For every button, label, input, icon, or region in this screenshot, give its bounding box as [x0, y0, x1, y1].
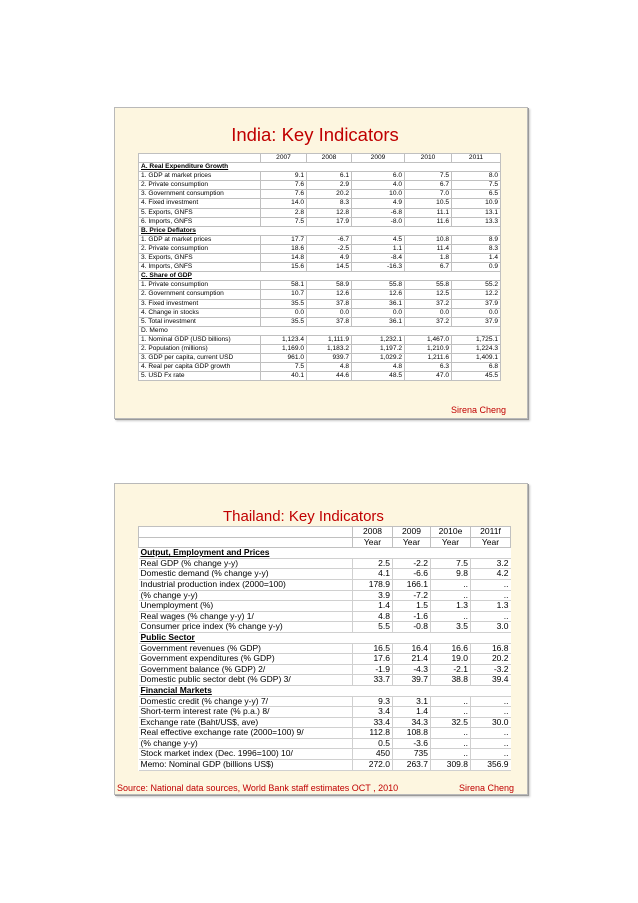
row-value: 55.8 [405, 281, 452, 290]
row-value: 47.0 [405, 372, 452, 381]
row-label: Industrial production index (2000=100) [139, 579, 353, 590]
row-value: 1.3 [471, 601, 511, 612]
row-label: 1. Nominal GDP (USD billions) [139, 335, 261, 344]
table-row [139, 622, 511, 633]
row-value: 6.3 [405, 363, 452, 372]
row-value: 1.4 [393, 707, 431, 718]
row-value: -1.9 [353, 664, 393, 675]
column-header-year: 2009 [352, 154, 405, 163]
row-value: 178.9 [353, 579, 393, 590]
row-value: 48.5 [352, 372, 405, 381]
row-value: 14.5 [307, 263, 352, 272]
row-value: 7.6 [261, 190, 307, 199]
table-row [139, 707, 511, 718]
section-title: Public Sector [139, 632, 511, 643]
row-value: 40.1 [261, 372, 307, 381]
header-blank-cell [139, 154, 261, 163]
thailand-indicators-table [138, 526, 511, 771]
section-header-row [139, 272, 501, 281]
row-value: 4.5 [352, 235, 405, 244]
row-value: 6.0 [352, 172, 405, 181]
row-value: 6.8 [452, 363, 501, 372]
row-value: 1,467.0 [405, 335, 452, 344]
row-value: 17.9 [307, 217, 352, 226]
row-value: 6.7 [405, 181, 452, 190]
row-value: -7.2 [393, 590, 431, 601]
table-header-row [139, 527, 511, 538]
row-value: 11.1 [405, 208, 452, 217]
row-value: 961.0 [261, 354, 307, 363]
section-title: B. Price Deflators [139, 226, 501, 235]
row-value: 45.5 [452, 372, 501, 381]
table-row [139, 675, 511, 686]
row-label: 2. Private consumption [139, 244, 261, 253]
table-row [139, 372, 501, 381]
row-value: 13.3 [452, 217, 501, 226]
column-subheader: Year [431, 537, 471, 548]
row-value: 1,232.1 [352, 335, 405, 344]
row-value: 37.8 [307, 317, 352, 326]
row-value: 1.3 [431, 601, 471, 612]
row-value: 10.9 [452, 199, 501, 208]
column-header-year: 2007 [261, 154, 307, 163]
row-value: -8.0 [352, 217, 405, 226]
row-value: 33.4 [353, 717, 393, 728]
row-value: 0.0 [452, 308, 501, 317]
row-value: 1,111.9 [307, 335, 352, 344]
table-subheader-row [139, 537, 511, 548]
india-author-credit: Sirena Cheng [451, 405, 507, 415]
row-value: 16.8 [471, 643, 511, 654]
row-value: 39.7 [393, 675, 431, 686]
row-value: 37.2 [405, 317, 452, 326]
row-value: 272.0 [353, 760, 393, 771]
column-header-year: 2011 [452, 154, 501, 163]
column-header-year: 2008 [353, 527, 393, 538]
row-value: -3.2 [471, 664, 511, 675]
section-header-row [139, 226, 501, 235]
row-value: 8.3 [307, 199, 352, 208]
row-label: Exchange rate (Baht/US$, ave) [139, 717, 353, 728]
india-slide-title: India: Key Indicators [231, 124, 399, 145]
table-row [139, 235, 501, 244]
row-value: 58.1 [261, 281, 307, 290]
table-row [139, 172, 501, 181]
table-row [139, 363, 501, 372]
table-row [139, 654, 511, 665]
row-label: 1. GDP at market prices [139, 172, 261, 181]
row-label: 5. Total investment [139, 317, 261, 326]
row-value: 356.9 [471, 760, 511, 771]
row-value: 112.8 [353, 728, 393, 739]
row-value: 4.0 [352, 181, 405, 190]
row-label: Domestic public sector debt (% GDP) 3/ [139, 675, 353, 686]
row-value: .. [431, 707, 471, 718]
row-value: 2.9 [307, 181, 352, 190]
row-value: 1,210.9 [405, 344, 452, 353]
row-value: 11.6 [405, 217, 452, 226]
row-value: .. [431, 611, 471, 622]
row-value: 1,725.1 [452, 335, 501, 344]
row-value: 10.5 [405, 199, 452, 208]
row-value: 4.2 [471, 569, 511, 580]
row-value: 7.5 [261, 363, 307, 372]
row-value: 35.5 [261, 299, 307, 308]
row-value: 8.3 [452, 244, 501, 253]
row-value: 16.4 [393, 643, 431, 654]
row-value: 1,169.0 [261, 344, 307, 353]
column-header-year: 2008 [307, 154, 352, 163]
row-label: 1. GDP at market prices [139, 235, 261, 244]
row-value: 0.0 [352, 308, 405, 317]
row-value: .. [471, 696, 511, 707]
row-value: 0.0 [261, 308, 307, 317]
row-value: -2.1 [431, 664, 471, 675]
table-row [139, 728, 511, 739]
row-value: 263.7 [393, 760, 431, 771]
row-value: .. [471, 611, 511, 622]
thailand-slide-title: Thailand: Key Indicators [223, 508, 384, 525]
thailand-source-note: Source: National data sources, World Bank staff estimates OCT , 2010 [117, 783, 399, 793]
row-value: -1.6 [393, 611, 431, 622]
row-value: 7.5 [405, 172, 452, 181]
thailand-slide [114, 483, 528, 795]
row-value: .. [471, 579, 511, 590]
row-value: 10.0 [352, 190, 405, 199]
row-value: 4.8 [307, 363, 352, 372]
row-label: Short-term interest rate (% p.a.) 8/ [139, 707, 353, 718]
row-value: 7.0 [405, 190, 452, 199]
section-header-row [139, 632, 511, 643]
row-value: 3.0 [471, 622, 511, 633]
row-value: 7.5 [261, 217, 307, 226]
row-label: Government balance (% GDP) 2/ [139, 664, 353, 675]
row-value: 4.9 [352, 199, 405, 208]
section-header-row [139, 548, 511, 559]
row-value: .. [431, 749, 471, 760]
row-value: 14.0 [261, 199, 307, 208]
row-value: 6.5 [452, 190, 501, 199]
row-label: 5. USD Fx rate [139, 372, 261, 381]
row-value: 4.8 [353, 611, 393, 622]
table-row [139, 558, 511, 569]
column-header-year: 2010e [431, 527, 471, 538]
table-row [139, 749, 511, 760]
row-value: -2.5 [307, 244, 352, 253]
row-label: Consumer price index (% change y-y) [139, 622, 353, 633]
row-value: 6.1 [307, 172, 352, 181]
section-title: Output, Employment and Prices [139, 548, 511, 559]
row-value: 2.5 [353, 558, 393, 569]
row-value: 3.4 [353, 707, 393, 718]
row-value: 3.2 [471, 558, 511, 569]
row-label: Real effective exchange rate (2000=100) 9/ [139, 728, 353, 739]
row-value: .. [431, 728, 471, 739]
column-header-year: 2009 [393, 527, 431, 538]
row-value: 14.8 [261, 254, 307, 263]
section-header-row [139, 685, 511, 696]
table-row [139, 344, 501, 353]
row-value: 21.4 [393, 654, 431, 665]
table-row [139, 760, 511, 771]
header-blank-cell [139, 537, 353, 548]
row-value: 0.9 [452, 263, 501, 272]
row-value: 36.1 [352, 299, 405, 308]
row-value: -16.3 [352, 263, 405, 272]
row-label: 2. Population (millions) [139, 344, 261, 353]
row-label: Real GDP (% change y-y) [139, 558, 353, 569]
row-value: -3.6 [393, 738, 431, 749]
row-value: -4.3 [393, 664, 431, 675]
column-header-year: 2010 [405, 154, 452, 163]
row-value: 1,211.6 [405, 354, 452, 363]
table-row [139, 263, 501, 272]
row-value: 450 [353, 749, 393, 760]
row-label: 3. Exports, GNFS [139, 254, 261, 263]
table-header-row [139, 154, 501, 163]
row-value: 2.8 [261, 208, 307, 217]
table-row [139, 590, 511, 601]
row-value: 8.0 [452, 172, 501, 181]
row-value: 12.2 [452, 290, 501, 299]
row-label: 4. Fixed investment [139, 199, 261, 208]
row-value: .. [431, 579, 471, 590]
row-value: 58.9 [307, 281, 352, 290]
table-row [139, 643, 511, 654]
table-row [139, 244, 501, 253]
row-value: 6.7 [405, 263, 452, 272]
row-value: 33.7 [353, 675, 393, 686]
row-value: -8.4 [352, 254, 405, 263]
row-value: 1.8 [405, 254, 452, 263]
row-value: 37.2 [405, 299, 452, 308]
row-value: .. [431, 590, 471, 601]
row-value: 7.5 [431, 558, 471, 569]
row-label: 2. Government consumption [139, 290, 261, 299]
row-value: .. [471, 707, 511, 718]
row-value: 16.5 [353, 643, 393, 654]
row-label: 6. Imports, GNFS [139, 217, 261, 226]
row-value: .. [471, 728, 511, 739]
row-value: 7.6 [261, 181, 307, 190]
table-row [139, 696, 511, 707]
row-value: 309.8 [431, 760, 471, 771]
row-label: Domestic credit (% change y-y) 7/ [139, 696, 353, 707]
row-value: 13.1 [452, 208, 501, 217]
table-row [139, 308, 501, 317]
row-value: -6.8 [352, 208, 405, 217]
row-value: 12.8 [307, 208, 352, 217]
table-row [139, 354, 501, 363]
india-slide [114, 107, 528, 419]
row-value: 5.5 [353, 622, 393, 633]
section-title: C. Share of GDP [139, 272, 501, 281]
row-value: 34.3 [393, 717, 431, 728]
row-value: 10.7 [261, 290, 307, 299]
row-label: Real wages (% change y-y) 1/ [139, 611, 353, 622]
row-value: .. [471, 738, 511, 749]
row-value: 9.8 [431, 569, 471, 580]
table-row [139, 217, 501, 226]
row-value: 166.1 [393, 579, 431, 590]
row-value: 32.5 [431, 717, 471, 728]
row-value: 37.8 [307, 299, 352, 308]
table-row [139, 335, 501, 344]
header-blank-cell [139, 527, 353, 538]
row-value: .. [431, 738, 471, 749]
table-row [139, 208, 501, 217]
row-value: 55.2 [452, 281, 501, 290]
table-row [139, 601, 511, 612]
row-value: 17.7 [261, 235, 307, 244]
row-label: Unemployment (%) [139, 601, 353, 612]
row-value: 20.2 [307, 190, 352, 199]
row-value: 12.5 [405, 290, 452, 299]
row-value: .. [471, 590, 511, 601]
row-value: 735 [393, 749, 431, 760]
row-label: 4. Real per capita GDP growth [139, 363, 261, 372]
row-value: 1,123.4 [261, 335, 307, 344]
table-row [139, 317, 501, 326]
column-subheader: Year [393, 537, 431, 548]
row-label: 1. Private consumption [139, 281, 261, 290]
row-value: 1.1 [352, 244, 405, 253]
row-value: 4.9 [307, 254, 352, 263]
row-value: 15.6 [261, 263, 307, 272]
table-row [139, 190, 501, 199]
row-value: 939.7 [307, 354, 352, 363]
row-value: 4.8 [352, 363, 405, 372]
row-value: 3.5 [431, 622, 471, 633]
row-value: 44.6 [307, 372, 352, 381]
row-value: 55.8 [352, 281, 405, 290]
row-label: 4. Imports, GNFS [139, 263, 261, 272]
row-value: 8.9 [452, 235, 501, 244]
row-value: 11.4 [405, 244, 452, 253]
row-value: -6.6 [393, 569, 431, 580]
row-value: 0.0 [405, 308, 452, 317]
group-label-row [139, 326, 501, 335]
row-label: 3. Government consumption [139, 190, 261, 199]
row-value: 1,409.1 [452, 354, 501, 363]
table-row [139, 569, 511, 580]
table-row [139, 738, 511, 749]
row-label: (% change y-y) [139, 738, 353, 749]
section-title: Financial Markets [139, 685, 511, 696]
row-value: 9.3 [353, 696, 393, 707]
row-value: 1.4 [452, 254, 501, 263]
table-row [139, 254, 501, 263]
row-value: 18.6 [261, 244, 307, 253]
row-value: 10.8 [405, 235, 452, 244]
row-label: (% change y-y) [139, 590, 353, 601]
row-value: 16.6 [431, 643, 471, 654]
row-value: 7.5 [452, 181, 501, 190]
table-row [139, 579, 511, 590]
row-value: -6.7 [307, 235, 352, 244]
row-value: 17.6 [353, 654, 393, 665]
table-row [139, 611, 511, 622]
row-value: -0.8 [393, 622, 431, 633]
row-value: 4.1 [353, 569, 393, 580]
row-value: 1.4 [353, 601, 393, 612]
table-row [139, 181, 501, 190]
section-title: A. Real Expenditure Growth [139, 163, 501, 172]
row-value: 3.1 [393, 696, 431, 707]
row-value: 1,029.2 [352, 354, 405, 363]
row-label: Memo: Nominal GDP (billions US$) [139, 760, 353, 771]
row-value: 1,183.2 [307, 344, 352, 353]
column-header-year: 2011f [471, 527, 511, 538]
row-label: Stock market index (Dec. 1996=100) 10/ [139, 749, 353, 760]
row-value: 9.1 [261, 172, 307, 181]
row-value: 38.8 [431, 675, 471, 686]
section-header-row [139, 163, 501, 172]
row-label: Government revenues (% GDP) [139, 643, 353, 654]
table-row [139, 281, 501, 290]
row-label: 3. GDP per capita, current USD [139, 354, 261, 363]
row-value: .. [431, 696, 471, 707]
row-value: 12.6 [352, 290, 405, 299]
column-subheader: Year [353, 537, 393, 548]
row-value: 39.4 [471, 675, 511, 686]
row-label: 4. Change in stocks [139, 308, 261, 317]
row-label: 2. Private consumption [139, 181, 261, 190]
table-row [139, 717, 511, 728]
table-row [139, 199, 501, 208]
row-value: 30.0 [471, 717, 511, 728]
row-value: 1,197.2 [352, 344, 405, 353]
row-value: .. [471, 749, 511, 760]
row-value: 12.6 [307, 290, 352, 299]
row-value: 0.5 [353, 738, 393, 749]
row-label: 3. Fixed investment [139, 299, 261, 308]
row-label: Government expenditures (% GDP) [139, 654, 353, 665]
row-label: Domestic demand (% change y-y) [139, 569, 353, 580]
india-indicators-table [138, 153, 501, 381]
row-value: 20.2 [471, 654, 511, 665]
row-value: 37.9 [452, 317, 501, 326]
column-subheader: Year [471, 537, 511, 548]
row-value: 19.0 [431, 654, 471, 665]
group-label: D. Memo [139, 326, 501, 335]
row-value: 108.8 [393, 728, 431, 739]
row-value: 37.9 [452, 299, 501, 308]
row-label: 5. Exports, GNFS [139, 208, 261, 217]
row-value: 1.5 [393, 601, 431, 612]
table-row [139, 299, 501, 308]
thailand-author-credit: Sirena Cheng [459, 783, 515, 793]
table-row [139, 290, 501, 299]
row-value: 3.9 [353, 590, 393, 601]
table-row [139, 664, 511, 675]
row-value: 36.1 [352, 317, 405, 326]
row-value: 0.0 [307, 308, 352, 317]
row-value: 1,224.3 [452, 344, 501, 353]
row-value: -2.2 [393, 558, 431, 569]
row-value: 35.5 [261, 317, 307, 326]
